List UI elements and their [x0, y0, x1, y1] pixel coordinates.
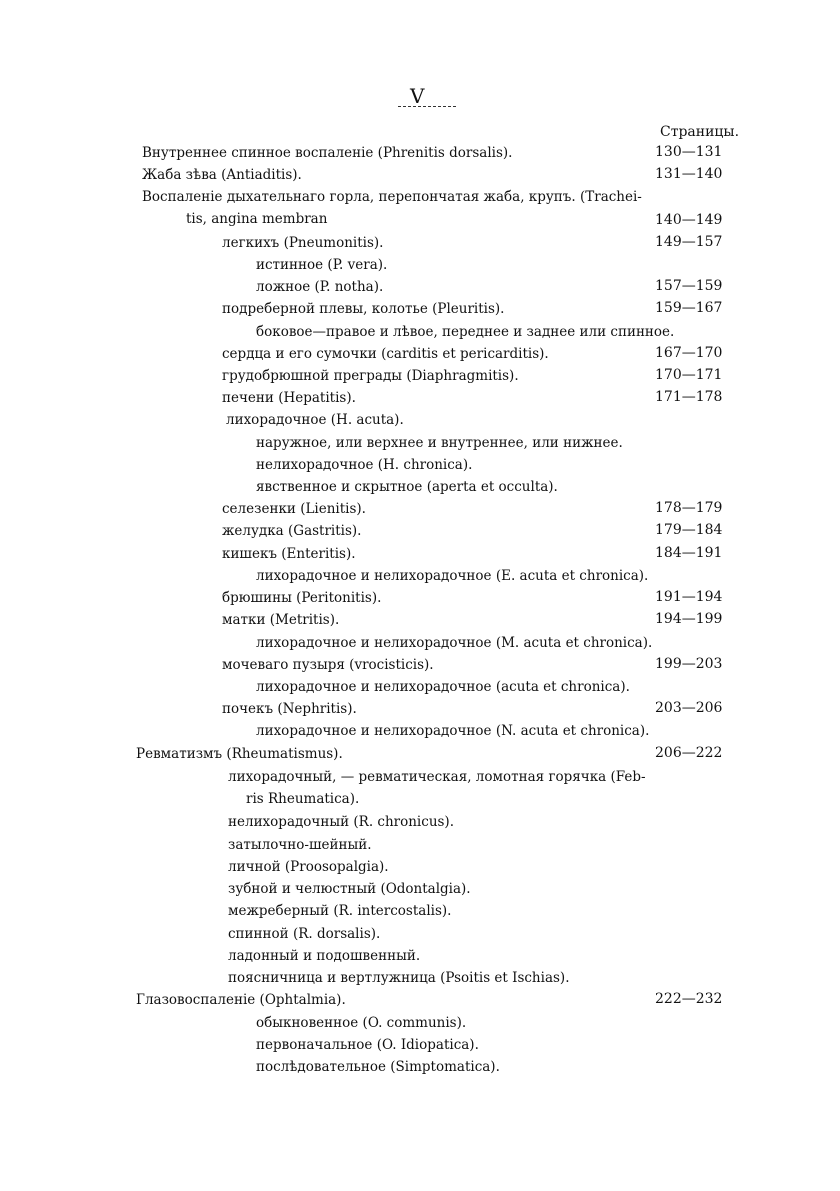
- toc-entry: затылочно-шейный.: [228, 837, 372, 853]
- toc-pages: 140—149: [655, 212, 723, 228]
- pages-column-header: Страницы.: [660, 124, 740, 140]
- toc-entry: истинное (P. vera).: [256, 257, 388, 273]
- toc-entry: наружное, или верхнее и внутреннее, или нижнее.: [256, 435, 623, 451]
- toc-entry: брюшины (Peritonitis).: [222, 590, 382, 606]
- toc-entry: селезенки (Lienitis).: [222, 501, 366, 517]
- toc-pages: 184—191: [655, 545, 723, 561]
- toc-entry: почекъ (Nephritis).: [222, 701, 357, 717]
- toc-entry: ris Rheumatica).: [246, 791, 360, 807]
- toc-entry: ложное (P. notha).: [256, 279, 384, 295]
- page-number: V: [410, 84, 425, 108]
- toc-pages: 203—206: [655, 700, 723, 716]
- toc-entry: зубной и челюстный (Odontalgia).: [228, 881, 471, 897]
- toc-pages: 149—157: [655, 234, 723, 250]
- toc-entry: подреберной плевы, колотье (Pleuritis).: [222, 301, 505, 317]
- toc-pages: 194—199: [655, 611, 723, 627]
- toc-entry: лихорадочное и нелихорадочное (E. acuta et chronica).: [256, 568, 649, 584]
- toc-entry: желудка (Gastritis).: [222, 523, 362, 539]
- toc-entry: печени (Hepatitis).: [222, 390, 356, 406]
- toc-entry: легкихъ (Pneumonitis).: [222, 235, 384, 251]
- toc-entry: лихорадочное и нелихорадочное (acuta et chronica).: [256, 679, 630, 695]
- toc-pages: 222—232: [655, 991, 723, 1007]
- toc-entry: Ревматизмъ (Rheumatismus).: [136, 746, 343, 762]
- toc-pages: 199—203: [655, 656, 723, 672]
- toc-entry: матки (Metritis).: [222, 612, 340, 628]
- toc-pages: 167—170: [655, 345, 723, 361]
- toc-entry: первоначальное (O. Idiopatica).: [256, 1037, 479, 1053]
- toc-pages: 157—159: [655, 278, 723, 294]
- toc-entry: Воспаленіе дыхательнаго горла, перепончатая жаба, крупъ. (Trachei-: [142, 189, 642, 205]
- toc-pages: 191—194: [655, 589, 723, 605]
- toc-entry: лихорадочное (H. acuta).: [226, 412, 404, 428]
- toc-entry: нелихорадочный (R. chronicus).: [228, 814, 454, 830]
- toc-entry: tis, angina membran: [186, 211, 328, 227]
- toc-entry: послѣдовательное (Simptomatica).: [256, 1059, 500, 1075]
- toc-entry: мочеваго пузыря (vrocisticis).: [222, 657, 434, 673]
- toc-pages: 171—178: [655, 389, 723, 405]
- toc-entry: явственное и скрытное (aperta et occulta).: [256, 479, 558, 495]
- toc-pages: 179—184: [655, 522, 723, 538]
- toc-pages: 159—167: [655, 300, 723, 316]
- toc-entry: лихорадочное и нелихорадочное (M. acuta et chronica).: [256, 635, 653, 651]
- toc-pages: 206—222: [655, 745, 723, 761]
- toc-entry: лихорадочный, — ревматическая, ломотная горячка (Feb-: [228, 769, 646, 785]
- toc-pages: 130—131: [655, 144, 723, 160]
- toc-pages: 170—171: [655, 367, 723, 383]
- toc-entry: лихорадочное и нелихорадочное (N. acuta et chronica).: [256, 723, 650, 739]
- toc-entry: Внутреннее спинное воспаленіе (Phrenitis dorsalis).: [142, 145, 513, 161]
- page-number-rule: [398, 106, 456, 107]
- toc-entry: Глазовоспаленіе (Ophtalmia).: [136, 992, 346, 1008]
- toc-entry: поясничница и вертлужница (Psoitis et Ischias).: [228, 970, 570, 986]
- toc-entry: ладонный и подошвенный.: [228, 948, 421, 964]
- toc-entry: грудобрюшной преграды (Diaphragmitis).: [222, 368, 519, 384]
- toc-entry: нелихорадочное (H. chronica).: [256, 457, 473, 473]
- toc-entry: спинной (R. dorsalis).: [228, 926, 381, 942]
- toc-pages: 178—179: [655, 500, 723, 516]
- toc-entry: боковое—правое и лѣвое, переднее и заднее или спинное.: [256, 324, 675, 340]
- toc-entry: сердца и его сумочки (carditis et pericarditis).: [222, 346, 549, 362]
- toc-entry: кишекъ (Enteritis).: [222, 546, 356, 562]
- toc-entry: Жаба зѣва (Antiaditis).: [142, 167, 302, 183]
- toc-entry: личной (Proosopalgia).: [228, 859, 389, 875]
- toc-entry: межреберный (R. intercostalis).: [228, 903, 452, 919]
- toc-pages: 131—140: [655, 166, 723, 182]
- toc-entry: обыкновенное (O. communis).: [256, 1015, 467, 1031]
